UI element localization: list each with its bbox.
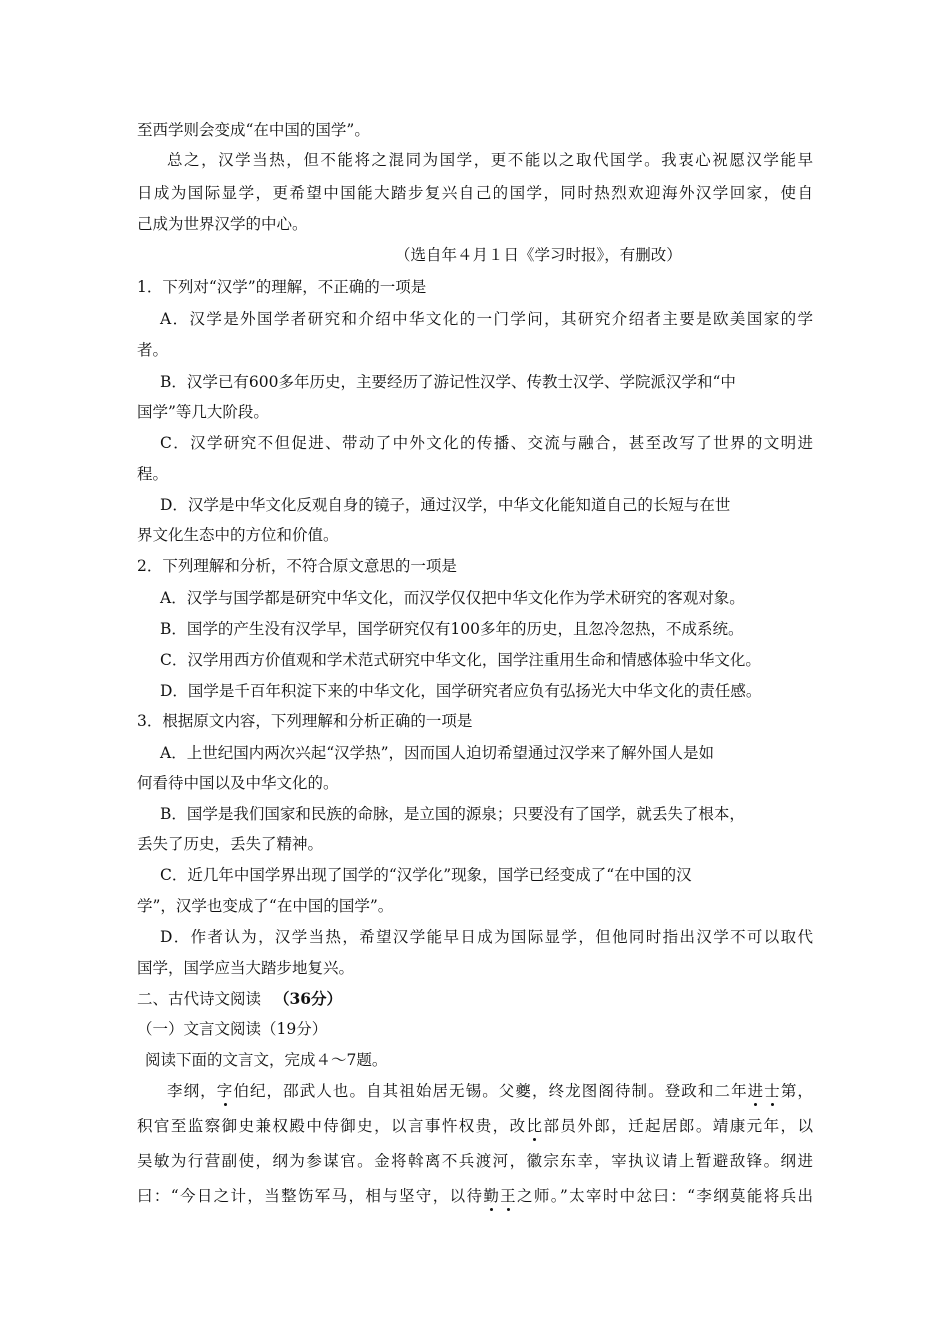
dotted-char: 字 [216, 1082, 234, 1100]
instruction: 阅读下面的文言文，完成４～7题。 [145, 1051, 388, 1069]
option-line: C．汉学研究不但促进、带动了中外文化的传播、交流与融合，甚至改写了世界的文明进 [160, 434, 813, 452]
text-run: 部员外郎，迁起居郎。靖康元年，以 [543, 1117, 813, 1135]
option-line: 国学”等几大阶段。 [137, 403, 269, 421]
option-line: C．汉学用西方价值观和学术范式研究中华文化，国学注重用生命和情感体验中华文化。 [160, 651, 761, 669]
option-line: 者。 [137, 341, 169, 359]
classical-line [167, 1081, 813, 1101]
passage-line: 总之，汉学当热，但不能将之混同为国学，更不能以之取代国学。我衷心祝愿汉学能早 [167, 151, 813, 169]
option-line: B．国学是我们国家和民族的命脉，是立国的源泉；只要没有了国学，就丢失了根本， [160, 805, 745, 823]
option-line: A．汉学是外国学者研究和介绍中华文化的一门学问，其研究介绍者主要是欧美国家的学 [160, 310, 813, 328]
text-run: 之师。”太宰时中忿曰：“李纲莫能将兵出 [517, 1187, 813, 1205]
option-line: 国学，国学应当大踏步地复兴。 [137, 959, 355, 977]
option-line: D．作者认为，汉学当热，希望汉学能早日成为国际显学，但他同时指出汉学不可以取代 [160, 928, 813, 946]
question-stem: 3．根据原文内容，下列理解和分析正确的一项是 [137, 712, 473, 730]
section-heading [137, 989, 342, 1009]
option-line: A．汉学与国学都是研究中华文化，而汉学仅仅把中华文化作为学术研究的客观对象。 [160, 589, 745, 607]
dotted-char: 士 [764, 1082, 781, 1100]
passage-line: 日成为国际显学，更希望中国能大踏步复兴自己的国学，同时热烈欢迎海外汉学回家，使自 [137, 184, 813, 202]
option-line: A．上世纪国内两次兴起“汉学热”，因而国人迫切希望通过汉学来了解外国人是如 [160, 744, 715, 762]
dotted-char: 勤 [483, 1187, 501, 1205]
option-line: 丢失了历史，丢失了精神。 [137, 835, 324, 853]
classical-line: 吴敏为行营副使，纲为参谋官。金将斡离不兵渡河，徽宗东幸，宰执议请上暂避敌锋。纲进 [137, 1152, 813, 1170]
section-score: （36分） [273, 989, 343, 1008]
option-line: C．近几年中国学界出现了国学的“汉学化”现象，国学已经变成了“在中国的汉 [160, 866, 692, 884]
dotted-char: 王 [500, 1187, 518, 1205]
option-line: B．国学的产生没有汉学早，国学研究仅有100多年的历史，且忽冷忽热，不成系统。 [160, 620, 744, 638]
passage-line: 己成为世界汉学的中心。 [137, 215, 308, 233]
option-line: 界文化生态中的方位和价值。 [137, 526, 339, 544]
dotted-char: 进 [747, 1082, 765, 1100]
dotted-char: 比 [526, 1117, 544, 1135]
subsection-heading: （一）文言文阅读（19分） [137, 1020, 328, 1038]
classical-line [137, 1186, 813, 1206]
text-run: 第， [780, 1082, 813, 1100]
text-run: 积官至监察御史兼权殿中侍御史，以言事忤权贵，改 [137, 1117, 527, 1135]
option-line: 程。 [137, 465, 169, 483]
question-stem: 2．下列理解和分析，不符合原文意思的一项是 [137, 557, 457, 575]
option-line: 何看待中国以及中华文化的。 [137, 774, 339, 792]
section-title: 二、古代诗文阅读 [137, 990, 262, 1008]
option-line: B．汉学已有600多年历史，主要经历了游记性汉学、传教士汉学、学院派汉学和“中 [160, 373, 736, 391]
option-line: 学”，汉学也变成了“在中国的国学”。 [137, 897, 394, 915]
option-line: D．汉学是中华文化反观自身的镜子，通过汉学，中华文化能知道自己的长短与在世 [160, 496, 731, 514]
text-run: 李纲， [167, 1082, 217, 1100]
text-run: 曰：“今日之计，当整饬军马，相与坚守，以待 [137, 1187, 484, 1205]
source-citation: （选自年４月１日《学习时报》，有删改） [395, 246, 682, 264]
classical-line [137, 1116, 813, 1136]
passage-line: 至西学则会变成“在中国的国学”。 [137, 121, 370, 139]
option-line: D．国学是千百年积淀下来的中华文化，国学研究者应负有弘扬光大中华文化的责任感。 [160, 682, 762, 700]
text-run: 伯纪，邵武人也。自其祖始居无锡。父夔，终龙图阁待制。登政和二年 [233, 1082, 748, 1100]
question-stem: 1．下列对“汉学”的理解，不正确的一项是 [137, 278, 427, 296]
